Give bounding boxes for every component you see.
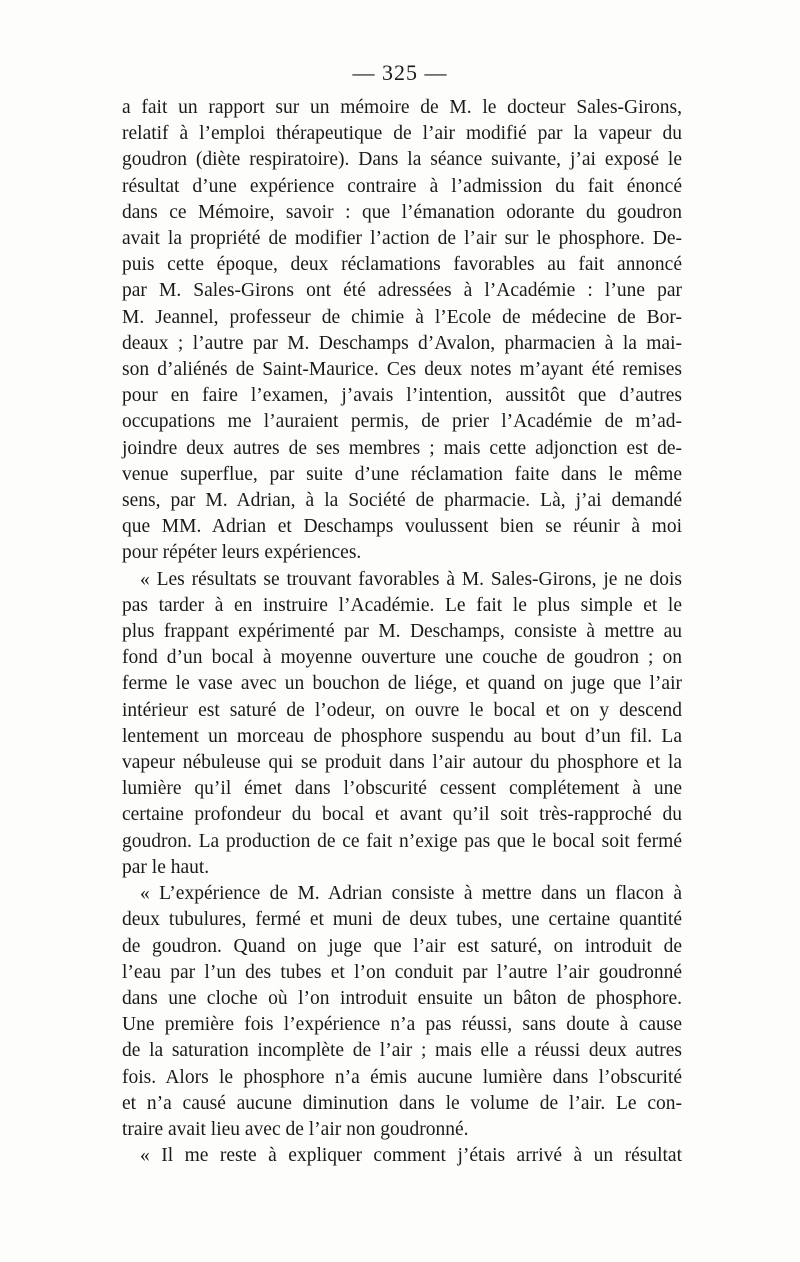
text-line: deux tubulures, fermé et muni de deux tubes, une certaine quantité bbox=[122, 909, 682, 931]
text-line: Une première fois l’expérience n’a pas réussi, sans doute à cause bbox=[122, 1014, 682, 1036]
text-line: de goudron. Quand on juge que l’air est saturé, on introduit de bbox=[122, 935, 682, 957]
paragraph bbox=[122, 1143, 682, 1169]
text-line: pour en faire l’examen, j’avais l’intention, aussitôt que d’autres bbox=[122, 385, 682, 407]
text-line: que MM. Adrian et Deschamps voulussent bien se réunir à moi bbox=[122, 516, 682, 538]
text-line: « L’expérience de M. Adrian consiste à mettre dans un flacon à bbox=[140, 883, 682, 905]
text-line: lumière qu’il émet dans l’obscurité cessent complétement à une bbox=[122, 778, 682, 800]
text-line: joindre deux autres de ses membres ; mais cette adjonction est de- bbox=[122, 437, 682, 459]
text-line: lentement un morceau de phosphore suspendu au bout d’un fil. La bbox=[122, 725, 682, 747]
text-line: fois. Alors le phosphore n’a émis aucune lumière dans l’obscurité bbox=[122, 1066, 682, 1088]
text-line: l’eau par l’un des tubes et l’on conduit par l’autre l’air goudronné bbox=[122, 961, 682, 983]
text-line: relatif à l’emploi thérapeutique de l’air modifié par la vapeur du bbox=[122, 123, 682, 145]
paragraph bbox=[122, 881, 682, 1143]
text-line: par le haut. bbox=[122, 856, 210, 878]
text-line: goudron. La production de ce fait n’exige pas que le bocal soit fermé bbox=[122, 830, 682, 852]
text-line: « Il me reste à expliquer comment j’étais arrivé à un résultat bbox=[140, 1145, 682, 1167]
text-line: a fait un rapport sur un mémoire de M. le docteur Sales-Girons, bbox=[122, 97, 682, 118]
text-line: ferme le vase avec un bouchon de liége, et quand on juge que l’air bbox=[122, 673, 682, 695]
text-line: deaux ; l’autre par M. Deschamps d’Avalon, pharmacien à la mai- bbox=[122, 332, 682, 354]
page-number: — 325 — bbox=[352, 60, 448, 85]
text-line: fond d’un bocal à moyenne ouverture une couche de goudron ; on bbox=[122, 647, 682, 669]
body-text bbox=[122, 95, 682, 1169]
text-line: dans une cloche où l’on introduit ensuite un bâton de phosphore. bbox=[122, 987, 682, 1009]
text-line: puis cette époque, deux réclamations favorables au fait annoncé bbox=[122, 254, 682, 276]
paragraph bbox=[122, 95, 682, 567]
text-line: traire avait lieu avec de l’air non goudronné. bbox=[122, 1118, 469, 1140]
text-line: M. Jeannel, professeur de chimie à l’Ecole de médecine de Bor- bbox=[122, 306, 682, 328]
text-line: « Les résultats se trouvant favorables à M. Sales-Girons, je ne dois bbox=[140, 568, 682, 590]
text-line: de la saturation incomplète de l’air ; mais elle a réussi deux autres bbox=[122, 1040, 682, 1062]
text-line: par M. Sales-Girons ont été adressées à l’Académie : l’une par bbox=[122, 280, 682, 302]
text-line: avait la propriété de modifier l’action de l’air sur le phosphore. De- bbox=[122, 228, 682, 250]
text-line: goudron (diète respiratoire). Dans la séance suivante, j’ai exposé le bbox=[122, 149, 682, 171]
text-line: dans ce Mémoire, savoir : que l’émanation odorante du goudron bbox=[122, 201, 682, 223]
text-line: plus frappant expérimenté par M. Deschamps, consiste à mettre au bbox=[122, 621, 682, 643]
paragraph bbox=[122, 567, 682, 881]
text-line: certaine profondeur du bocal et avant qu’il soit très-rapproché du bbox=[122, 804, 682, 826]
text-line: pour répéter leurs expériences. bbox=[122, 542, 362, 564]
text-line: intérieur est saturé de l’odeur, on ouvre le bocal et on y descend bbox=[122, 699, 682, 721]
text-line: résultat d’une expérience contraire à l’admission du fait énoncé bbox=[122, 175, 682, 197]
text-line: son d’aliénés de Saint-Maurice. Ces deux notes m’ayant été remises bbox=[122, 359, 682, 381]
text-line: et n’a causé aucune diminution dans le volume de l’air. Le con- bbox=[122, 1092, 682, 1114]
text-line: venue superflue, par suite d’une réclamation faite dans le même bbox=[122, 463, 682, 485]
text-line: vapeur nébuleuse qui se produit dans l’air autour du phosphore et la bbox=[122, 752, 682, 774]
text-line: occupations me l’auraient permis, de prier l’Académie de m’ad- bbox=[122, 411, 682, 433]
text-line: sens, par M. Adrian, à la Société de pharmacie. Là, j’ai demandé bbox=[122, 490, 682, 512]
text-line: pas tarder à en instruire l’Académie. Le fait le plus simple et le bbox=[122, 594, 682, 616]
